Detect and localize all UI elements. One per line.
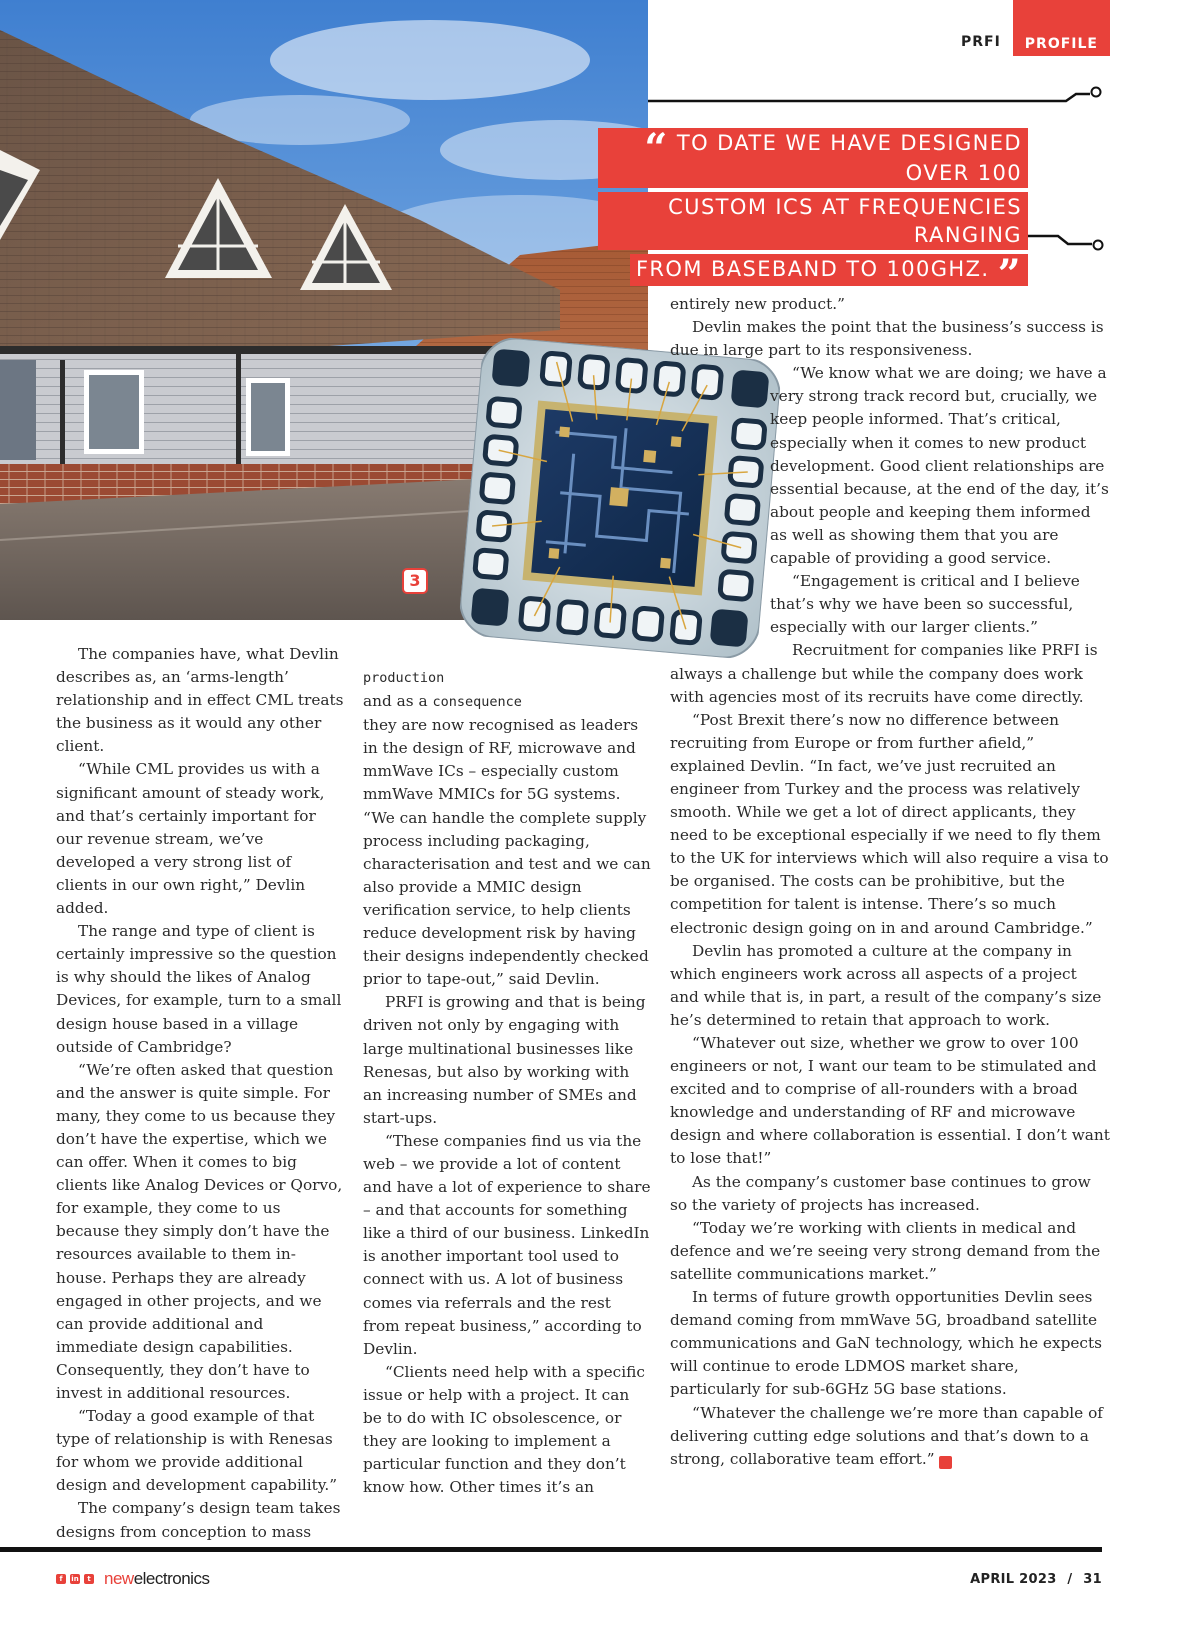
paragraph: “While CML provides us with a significant amount of steady work, and that’s certainly important for our revenue stream, we’ve developed a very strong list of clients in our own right,” Devlin added.: [56, 760, 325, 918]
page-footer: [56, 1568, 1102, 1590]
linkedin-icon[interactable]: in: [71, 1575, 79, 1583]
paragraph: “Post Brexit there’s now no difference between recruiting from Europe or from further afield,” explained Devlin. “In fact, we’ve just recruited an engineer from Turkey and the process was relatively smooth. While we get a lot of direct applicants, they need to be exceptional especially if we need to fly them to the UK for interviews which will also require a visa to be organised. The costs can be prohibitive, but the competition for talent is intense. There’s so much electronic design going on in and around Cambridge.”: [670, 710, 1109, 937]
paragraph: PRFI is growing and that is being driven not only by engaging with large multinational businesses like Renesas, but also by working with an increasing number of SMEs and start-ups.: [363, 993, 646, 1127]
paragraph: “Today we’re working with clients in medical and defence and we’re seeing very strong demand from the satellite communications market.”: [670, 1218, 1101, 1283]
paragraph: entirely new product.”: [670, 295, 845, 313]
chip-text-wrap-spacer: [670, 362, 770, 662]
article-column-1: [56, 643, 344, 1544]
paragraph: “We’re often asked that question and the answer is quite simple. For many, they come to us because they don’t have the expertise, which we can offer. When it comes to big clients like Analog Devices or Qorvo, for example, they come to us because they simply don’t have the resources available to them in-house. Perhaps they are already engaged in other projects, and we can provide additional and immediate design capabilities. Consequently, they don’t have to invest in additional resources.: [56, 1060, 343, 1402]
article-column-3: [670, 293, 1110, 1471]
paragraph: “These companies find us via the web – we provide a lot of content and have a lot of experience to share – and that accounts for something like a third of our business. LinkedIn is another important tool used to connect with us. A lot of business comes via referrals and the rest from repeat business,” according to Devlin.: [363, 1131, 651, 1358]
close-quote-icon: ”: [997, 251, 1022, 298]
page-number: 31: [1083, 1571, 1102, 1587]
paragraph: As the company’s customer base continues to grow so the variety of projects has increased.: [670, 1172, 1091, 1214]
twitter-icon[interactable]: t: [84, 1574, 94, 1584]
paragraph: The company’s design team takes designs from conception to mass: [56, 1499, 341, 1541]
pull-quote-line-3: FROM BASEBAND TO 100GHZ. ”: [630, 254, 1028, 286]
facebook-icon[interactable]: f: [56, 1574, 66, 1584]
issue-and-page: [970, 1572, 1102, 1587]
paragraph: “Whatever the challenge we’re more than capable of delivering cutting edge solutions and that’s down to a strong, collaborative team effort.” NE: [670, 1403, 1103, 1468]
paragraph: Recruitment for companies like PRFI is always a challenge but while the company does work with agencies most of its recruits have come directly.: [670, 641, 1098, 706]
paragraph: production and as a consequence they are now recognised as leaders in the design of RF, microwave and mmWave ICs – especially custom mmWave MMICs for 5G systems. “We can handle the complete supply process including packaging, characterisation and test and we can also provide a MMIC design verification service, to help clients reduce development risk by having their designs independently checked prior to tape-out,” said Devlin.: [363, 670, 651, 989]
magazine-logo: newelectronics: [104, 1569, 210, 1588]
paragraph: “We know what we are doing; we have a very strong track record but, crucially, we keep people informed. That’s critical, especially when it comes to new product development. Good client relationships are essential because, at the end of the day, it’s about people and keeping them informed as well as showing them that you are capable of providing a good service.: [770, 364, 1109, 568]
open-quote-icon: “: [644, 125, 669, 172]
paragraph: “Today a good example of that type of relationship is with Renesas for whom we provide additional design and development capability.”: [56, 1407, 338, 1495]
ne-end-icon: NE: [939, 1456, 952, 1469]
paragraph: Devlin makes the point that the business’s success is due in large part to its responsiveness.: [670, 318, 1104, 360]
footer-brand: [56, 1569, 209, 1589]
footer-rule: [0, 1547, 1102, 1552]
paragraph: “Clients need help with a specific issue or help with a project. It can be to do with IC obsolescence, or they are looking to implement a particular function and they don’t know how. Other times it’s an: [363, 1362, 645, 1497]
tag-section: PROFILE: [1013, 0, 1110, 56]
paragraph: In terms of future growth opportunities Devlin sees demand coming from mmWave 5G, broadband satellite communications and GaN technology, which he expects will continue to erode LDMOS market share, particularly for sub-6GHz 5G base stations.: [670, 1288, 1102, 1399]
section-tag: [961, 0, 1110, 56]
pull-quote: [598, 125, 1078, 298]
pull-quote-line-1: “ TO DATE WE HAVE DESIGNED OVER 100: [598, 128, 1028, 188]
pull-quote-line-2: CUSTOM ICS AT FREQUENCIES RANGING: [598, 192, 1028, 250]
separator: /: [1067, 1571, 1073, 1587]
paragraph: The companies have, what Devlin describes as, an ‘arms-length’ relationship and in effect CML treats the business as it would any other client.: [56, 645, 344, 756]
paragraph: “Engagement is critical and I believe that’s why we have been so successful, especially with our larger clients.”: [770, 572, 1080, 637]
figure-number-badge: 3: [402, 568, 428, 594]
issue-date: APRIL 2023: [970, 1571, 1057, 1587]
paragraph: Devlin has promoted a culture at the company in which engineers work across all aspects of a project and while that is, in part, a result of the company’s size he’s determined to retain that approach to work.: [670, 941, 1102, 1029]
article-column-2: [363, 666, 651, 1499]
paragraph: “Whatever out size, whether we grow to over 100 engineers or not, I want our team to be stimulated and excited and to comprise of all-rounders with a broad knowledge and understanding of RF and microwave design and where collaboration is essential. I don’t want to lose that!”: [670, 1034, 1110, 1168]
tag-company: PRFI: [960, 34, 1001, 50]
paragraph: The range and type of client is certainly impressive so the question is why should the likes of Analog Devices, for example, turn to a small design house based in a village outside of Cambridge?: [56, 922, 342, 1056]
